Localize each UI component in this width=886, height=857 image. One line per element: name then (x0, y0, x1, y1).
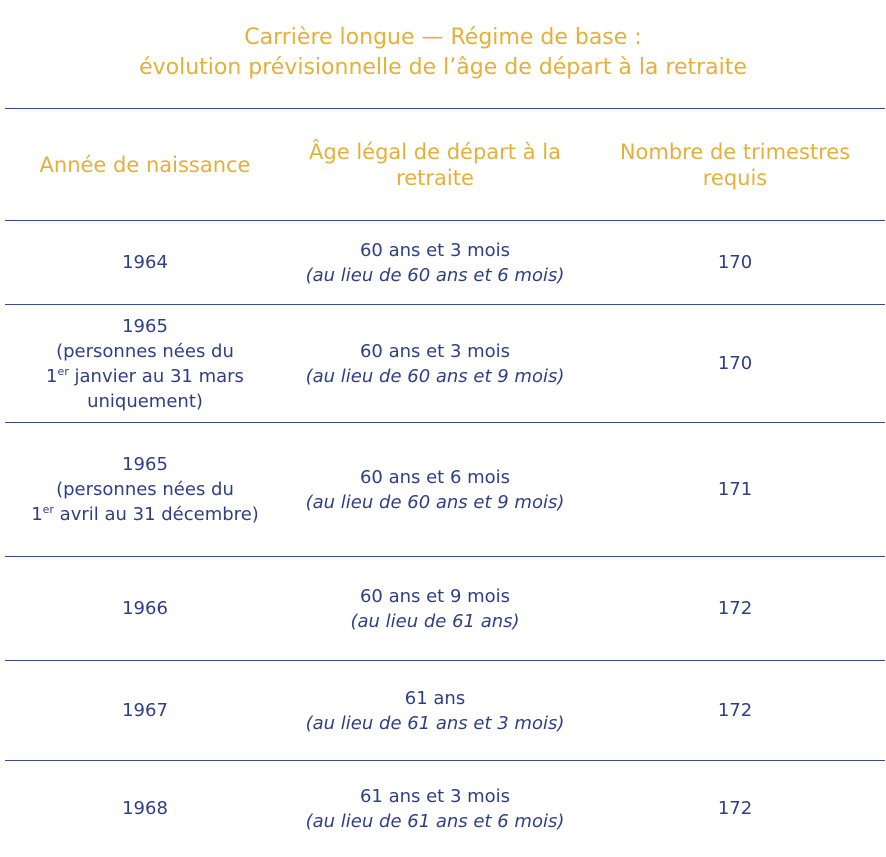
cell-legal-age (285, 761, 585, 857)
cell-quarters (585, 423, 885, 557)
previous-age: (au lieu de 61 ans et 3 mois) (305, 712, 565, 734)
quarters-required: 170 (717, 353, 753, 374)
table-header-row (5, 109, 885, 221)
table-row (5, 661, 885, 761)
header-quarters: Nombre de trimestres requis (585, 109, 885, 221)
birth-year: 1964 (122, 252, 168, 273)
note-range: janvier au 31 mars (68, 365, 244, 387)
cell-birth-year (5, 305, 285, 423)
note-end: uniquement) (87, 390, 203, 412)
cell-birth-year (5, 221, 285, 305)
cell-birth-year (5, 557, 285, 661)
cell-quarters (585, 557, 885, 661)
cell-quarters (585, 761, 885, 857)
previous-age: (au lieu de 60 ans et 9 mois) (305, 491, 565, 513)
cell-legal-age (285, 305, 585, 423)
birth-year: 1965 (122, 315, 168, 337)
previous-age: (au lieu de 61 ans) (350, 610, 520, 632)
ordinal-suffix: er (42, 503, 54, 516)
table-row (5, 557, 885, 661)
legal-age: 60 ans et 3 mois (359, 340, 511, 362)
birth-year: 1965 (122, 454, 168, 475)
legal-age: 60 ans et 9 mois (359, 585, 511, 607)
quarters-required: 171 (717, 479, 753, 500)
cell-quarters (585, 661, 885, 761)
header-legal-age: Âge légal de départ à la retraite (285, 109, 585, 221)
table-row (5, 221, 885, 305)
cell-birth-year (5, 761, 285, 857)
legal-age: 60 ans et 6 mois (359, 466, 511, 488)
table-row (5, 305, 885, 423)
page-subtitle: évolution prévisionnelle de l’âge de départ à la retraite (139, 55, 747, 80)
birth-year-note (23, 477, 267, 527)
cell-quarters (585, 305, 885, 423)
previous-age: (au lieu de 60 ans et 6 mois) (305, 264, 565, 286)
note-day: 1 (46, 365, 58, 387)
birth-year-note (23, 339, 267, 414)
header-birth-year: Année de naissance (5, 109, 285, 221)
page-title: Carrière longue — Régime de base : (244, 25, 642, 50)
table-row (5, 761, 885, 857)
cell-legal-age (285, 557, 585, 661)
previous-age: (au lieu de 61 ans et 6 mois) (305, 810, 565, 832)
note-line: (personnes nées du (56, 479, 234, 500)
cell-quarters (585, 221, 885, 305)
previous-age: (au lieu de 60 ans et 9 mois) (305, 365, 565, 387)
birth-year: 1968 (122, 798, 168, 820)
retirement-age-table (5, 108, 885, 857)
quarters-required: 170 (717, 252, 753, 273)
legal-age: 61 ans et 3 mois (359, 785, 511, 807)
legal-age: 61 ans (404, 687, 466, 709)
ordinal-suffix: er (57, 364, 69, 378)
quarters-required: 172 (717, 798, 753, 820)
note-range: avril au 31 décembre) (53, 504, 259, 525)
cell-legal-age (285, 221, 585, 305)
note-day: 1 (31, 504, 43, 525)
cell-birth-year (5, 661, 285, 761)
quarters-required: 172 (717, 700, 753, 721)
quarters-required: 172 (717, 598, 753, 619)
legal-age: 60 ans et 3 mois (359, 239, 511, 261)
cell-legal-age (285, 423, 585, 557)
cell-legal-age (285, 661, 585, 761)
table-row (5, 423, 885, 557)
cell-birth-year (5, 423, 285, 557)
note-line: (personnes nées du (56, 340, 234, 362)
birth-year: 1966 (122, 598, 168, 619)
birth-year: 1967 (122, 700, 168, 721)
